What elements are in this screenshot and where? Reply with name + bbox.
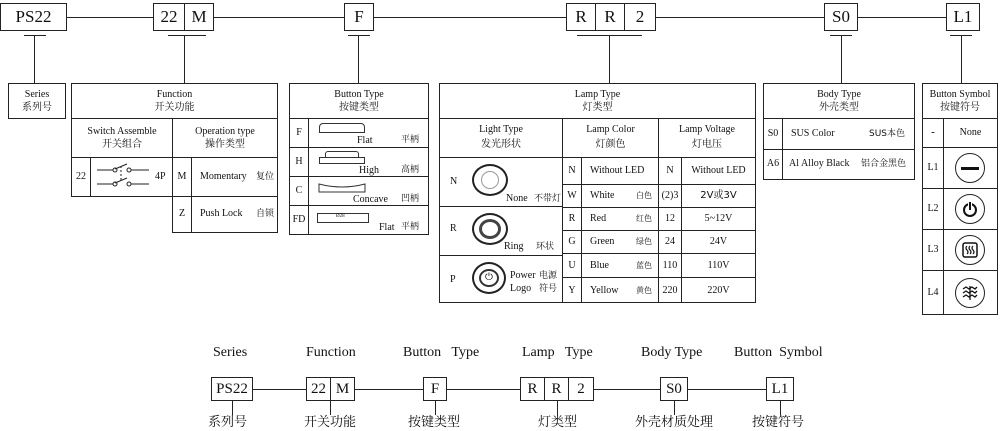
color-name: Green [590, 236, 615, 247]
button-type-header: Button Type 按键类型 [289, 83, 429, 119]
color-name: Without LED [590, 165, 645, 176]
bottom-cn-lamp-type: 灯类型 [538, 415, 578, 430]
color-name: White [590, 190, 615, 201]
code-lamp-voltage: 2 [624, 3, 656, 31]
bottom-code-symbol: L1 [766, 377, 794, 401]
color-name-cn: 红色 [636, 214, 652, 223]
symbol-l3 [943, 229, 998, 271]
power-logo-inner-icon: ⏻ [479, 269, 499, 287]
button-flat-d-row: Ø28 Flat 平柄 [308, 205, 429, 235]
bottom-cn-button-symbol: 按键符号 [752, 415, 805, 430]
button-high-row: High 高柄 [308, 147, 429, 177]
voltage-value: 220V [707, 285, 730, 296]
symbol-code-l1: L1 [922, 147, 944, 189]
body-type-header: Body Type 外壳类型 [763, 83, 915, 119]
symbol-code-none: - [922, 118, 944, 148]
voltage-code: 12 [665, 213, 675, 224]
operation-type-header: Operation type 操作类型 [172, 118, 278, 158]
light-shape-none: N None 不带灯 [439, 157, 563, 207]
color-code: Y [568, 285, 576, 296]
voltage-code: 24 [665, 236, 675, 247]
assemble-code-cell: 22 [71, 157, 91, 197]
color-code: N [568, 165, 576, 176]
series-title-cn: 系列号 [22, 102, 52, 113]
concave-button-icon [317, 180, 367, 194]
symbol-l4 [943, 270, 998, 315]
color-name: Yellow [590, 285, 619, 296]
series-title: Series [24, 89, 50, 100]
power-symbol-icon [955, 194, 985, 224]
bottom-code-lamp-color: R [544, 377, 569, 401]
flat-d-button-icon: Ø28 [317, 213, 369, 223]
code-series: PS22 [0, 3, 67, 31]
voltage-value: 5~12V [704, 213, 733, 224]
power-logo-lamp-icon [472, 262, 506, 294]
color-name-cn: 绿色 [636, 237, 652, 246]
function-header: Function 开关功能 [71, 83, 278, 119]
color-code: W [567, 190, 577, 201]
switch-assemble-header: Switch Assemble 开关组合 [71, 118, 173, 158]
body-al-black: Al Alloy Black 铝合金黑色 [782, 149, 915, 180]
voltage-code: 110 [662, 260, 678, 271]
symbol-none: None [943, 118, 998, 148]
code-lamp-color: R [595, 3, 625, 31]
color-name: Blue [590, 260, 609, 271]
voltage-code: N [666, 165, 674, 176]
bottom-code-lamp-shape: R [520, 377, 545, 401]
bottom-cn-series: 系列号 [208, 415, 248, 430]
bottom-code-func-letter: M [330, 377, 355, 401]
bottom-label-button-type: Button Type [403, 345, 480, 360]
color-code: G [568, 236, 576, 247]
none-lamp-icon [472, 164, 508, 196]
code-body-type: S0 [824, 3, 858, 31]
voltage-code: 220 [662, 285, 678, 296]
series-box [8, 83, 66, 119]
bottom-code-button-type: F [423, 377, 447, 401]
light-type-header: Light Type 发光形状 [439, 118, 563, 158]
defrost-symbol-icon [955, 278, 985, 308]
ring-lamp-icon [472, 213, 508, 245]
color-name-cn: 蓝色 [636, 261, 652, 270]
ring-lamp-inner-icon [479, 219, 501, 239]
minus-symbol-icon [955, 153, 985, 183]
bottom-cn-body-type: 外壳材质处理 [635, 415, 714, 430]
op-code-z: Z [172, 196, 192, 233]
high-button-base-icon [319, 157, 365, 164]
bottom-code-body: S0 [660, 377, 688, 401]
button-concave-row: Concave 凹柄 [308, 176, 429, 206]
button-code-fd: FD [289, 205, 309, 235]
bottom-cn-button-type: 按键类型 [408, 415, 461, 430]
code-function-letter: M [184, 3, 214, 31]
voltage-value: 110V [707, 260, 730, 271]
voltage-value: 24V [709, 236, 728, 247]
voltage-value: Without LED [691, 165, 746, 176]
color-name: Red [590, 213, 607, 224]
voltage-value: 2V或3V [700, 190, 737, 201]
light-shape-ring: R Ring 环状 [439, 206, 563, 256]
symbol-code-l4: L4 [922, 270, 944, 315]
code-button-type: F [344, 3, 374, 31]
voltage-code: (2)3 [661, 190, 679, 201]
switch-diagram-cell: 4P [90, 157, 173, 197]
symbol-l1 [943, 147, 998, 189]
color-code: R [568, 213, 576, 224]
code-lamp-shape: R [566, 3, 596, 31]
symbol-code-l2: L2 [922, 188, 944, 230]
flat-button-icon [319, 123, 365, 133]
op-code-m: M [172, 157, 192, 197]
color-name-cn: 黄色 [636, 286, 652, 295]
heater-symbol-icon [955, 235, 985, 265]
code-button-symbol: L1 [946, 3, 980, 31]
button-symbol-header: Button Symbol 按键符号 [922, 83, 998, 119]
bottom-code-lamp-voltage: 2 [568, 377, 594, 401]
body-sus: SUS Color SUS本色 [782, 118, 915, 150]
color-name-cn: 白色 [636, 191, 652, 200]
body-code-s0: S0 [763, 118, 783, 150]
switch-contact-icon [93, 160, 153, 194]
lamp-voltage-header: Lamp Voltage 灯电压 [658, 118, 756, 158]
op-momentary: Momentary 复位 [191, 157, 278, 197]
none-lamp-inner-icon [481, 171, 499, 189]
lamp-color-header: Lamp Color 灯颜色 [562, 118, 659, 158]
button-code-h: H [289, 147, 309, 177]
code-function-number: 22 [153, 3, 185, 31]
symbol-l2 [943, 188, 998, 230]
button-code-f: F [289, 118, 309, 148]
lamp-type-header: Lamp Type 灯类型 [439, 83, 756, 119]
bottom-code-func-num: 22 [306, 377, 331, 401]
bottom-label-function: Function [306, 345, 356, 360]
button-flat-row: Flat 平柄 [308, 118, 429, 148]
bottom-code-series: PS22 [211, 377, 253, 401]
bottom-label-series: Series [213, 345, 248, 360]
color-code: U [568, 260, 576, 271]
symbol-code-l3: L3 [922, 229, 944, 271]
bottom-label-lamp-type: Lamp Type [522, 345, 593, 360]
bottom-label-button-symbol: Button Symbol [734, 345, 823, 360]
button-code-c: C [289, 176, 309, 206]
body-code-a6: A6 [763, 149, 783, 180]
light-shape-power: P ⏻ Power 电源 Logo 符号 [439, 255, 563, 303]
bottom-label-body-type: Body Type [641, 345, 703, 360]
bottom-cn-function: 开关功能 [304, 415, 357, 430]
op-push-lock: Push Lock 自锁 [191, 196, 278, 233]
